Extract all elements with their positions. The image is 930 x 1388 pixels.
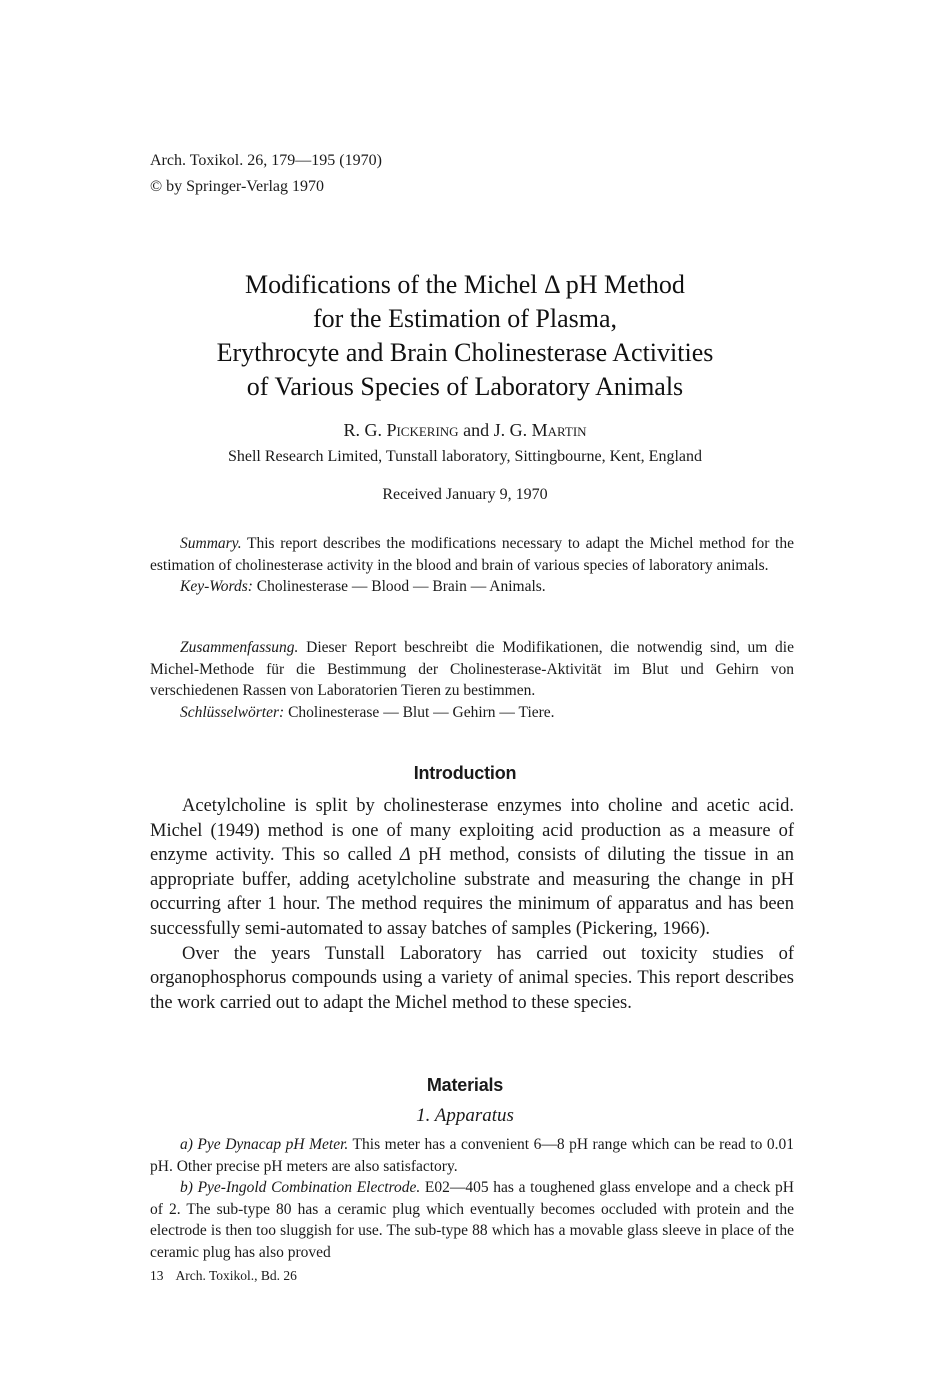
summary-label: Summary. bbox=[180, 535, 242, 552]
key-words bbox=[150, 576, 794, 598]
author-2-initials: J. G. bbox=[493, 420, 532, 440]
apparatus-item-a bbox=[150, 1134, 794, 1177]
page-number: 13 bbox=[150, 1268, 164, 1283]
apparatus-subheading: 1. Apparatus bbox=[416, 1105, 514, 1126]
apparatus-item-b bbox=[150, 1177, 794, 1263]
author-1-surname: Pickering bbox=[386, 420, 459, 440]
key-words-text: Cholinesterase — Blood — Brain — Animals. bbox=[252, 578, 546, 595]
author-1-initials: R. G. bbox=[343, 420, 387, 440]
received-date: Received January 9, 1970 bbox=[382, 486, 548, 503]
zusammenfassung-label: Zusammenfassung. bbox=[180, 639, 299, 656]
intro-text: pH method, consists of diluting the tissue in an appropriate buffer, adding acetylcholine substrate and measuring the change in pH occurring after 1 hour. The method requires the minimum of apparatus and has been successfully semi-automated to assay batches of samples (Pickering, 1966). bbox=[150, 845, 794, 939]
intro-text: Acetylcholine is split by cholinesterase enzymes into choline and acetic acid. Michel (1949) method is one of many exploiting acid production as a measure of enzyme activity. This so called bbox=[150, 796, 794, 866]
author-2-surname: Martin bbox=[531, 420, 587, 440]
summary bbox=[150, 533, 794, 598]
citation-line: Arch. Toxikol. 26, 179—195 (1970) bbox=[150, 152, 382, 169]
title-line: Modifications of the Michel Δ pH Method bbox=[245, 270, 685, 299]
summary-paragraph bbox=[150, 533, 794, 576]
materials-heading: Materials bbox=[426, 1075, 504, 1095]
introduction-paragraph: Over the years Tunstall Laboratory has carried out toxicity studies of organophosphorus compounds using a variety of animal species. This report describes the work carried out to adapt the Michel method to these species. bbox=[150, 943, 794, 1013]
apparatus-a-label: a) Pye Dynacap pH Meter. bbox=[180, 1136, 349, 1153]
affiliation: Shell Research Limited, Tunstall laboratory, Sittingbourne, Kent, England bbox=[227, 448, 702, 465]
paper-title bbox=[0, 268, 930, 404]
zusammenfassung-paragraph bbox=[150, 637, 794, 702]
journal-header bbox=[150, 148, 382, 200]
introduction-paragraph bbox=[150, 794, 794, 942]
introduction-heading: Introduction bbox=[413, 763, 517, 783]
schluesselwoerter-label: Schlüsselwörter: bbox=[180, 703, 285, 721]
summary-text: This report describes the modifications necessary to adapt the Michel method for the estimation of cholinesterase activity in the blood and brain of various species of laboratory animals. bbox=[150, 535, 794, 574]
schluesselwoerter-text: Cholinesterase — Blut — Gehirn — Tiere. bbox=[284, 703, 555, 721]
zusammenfassung bbox=[150, 637, 794, 723]
title-line: for the Estimation of Plasma, bbox=[312, 304, 617, 333]
apparatus-a-text: This meter has a convenient 6—8 pH range which can be read to 0.01 pH. Other precise pH meters are also satisfactory. bbox=[150, 1136, 795, 1175]
title-line: Erythrocyte and Brain Cholinesterase Activities bbox=[216, 338, 714, 367]
introduction-body bbox=[150, 794, 794, 1015]
copyright-line: © by Springer-Verlag 1970 bbox=[150, 178, 325, 195]
schluesselwoerter bbox=[150, 702, 794, 724]
zusammenfassung-text: Dieser Report beschreibt die Modifikationen, die notwendig sind, um die Michel-Methode für die Bestimmung der Cholinesterase-Aktivität im Blut und Gehirn von verschiedenen Rassen von Laboratorien Tieren zu bestimmen. bbox=[150, 639, 794, 699]
key-words-label: Key-Words: bbox=[180, 578, 253, 595]
apparatus-b-text: E02—405 has a toughened glass envelope and a check pH of 2. The sub-type 80 has a ceramic plug which eventually becomes occluded with protein and the electrode is then too sluggish for use. The sub-type 88 which has a movable glass sleeve in place of the ceramic plug has also proved bbox=[150, 1179, 794, 1261]
apparatus-b-label: b) Pye-Ingold Combination Electrode. bbox=[180, 1179, 421, 1196]
footer-journal: Arch. Toxikol., Bd. 26 bbox=[175, 1268, 297, 1283]
authors bbox=[0, 420, 930, 441]
author-conjunction: and bbox=[458, 420, 494, 440]
delta-symbol: Δ bbox=[399, 845, 411, 866]
apparatus-list bbox=[150, 1134, 794, 1263]
title-line: of Various Species of Laboratory Animals bbox=[246, 372, 684, 401]
page-footer bbox=[150, 1268, 297, 1284]
